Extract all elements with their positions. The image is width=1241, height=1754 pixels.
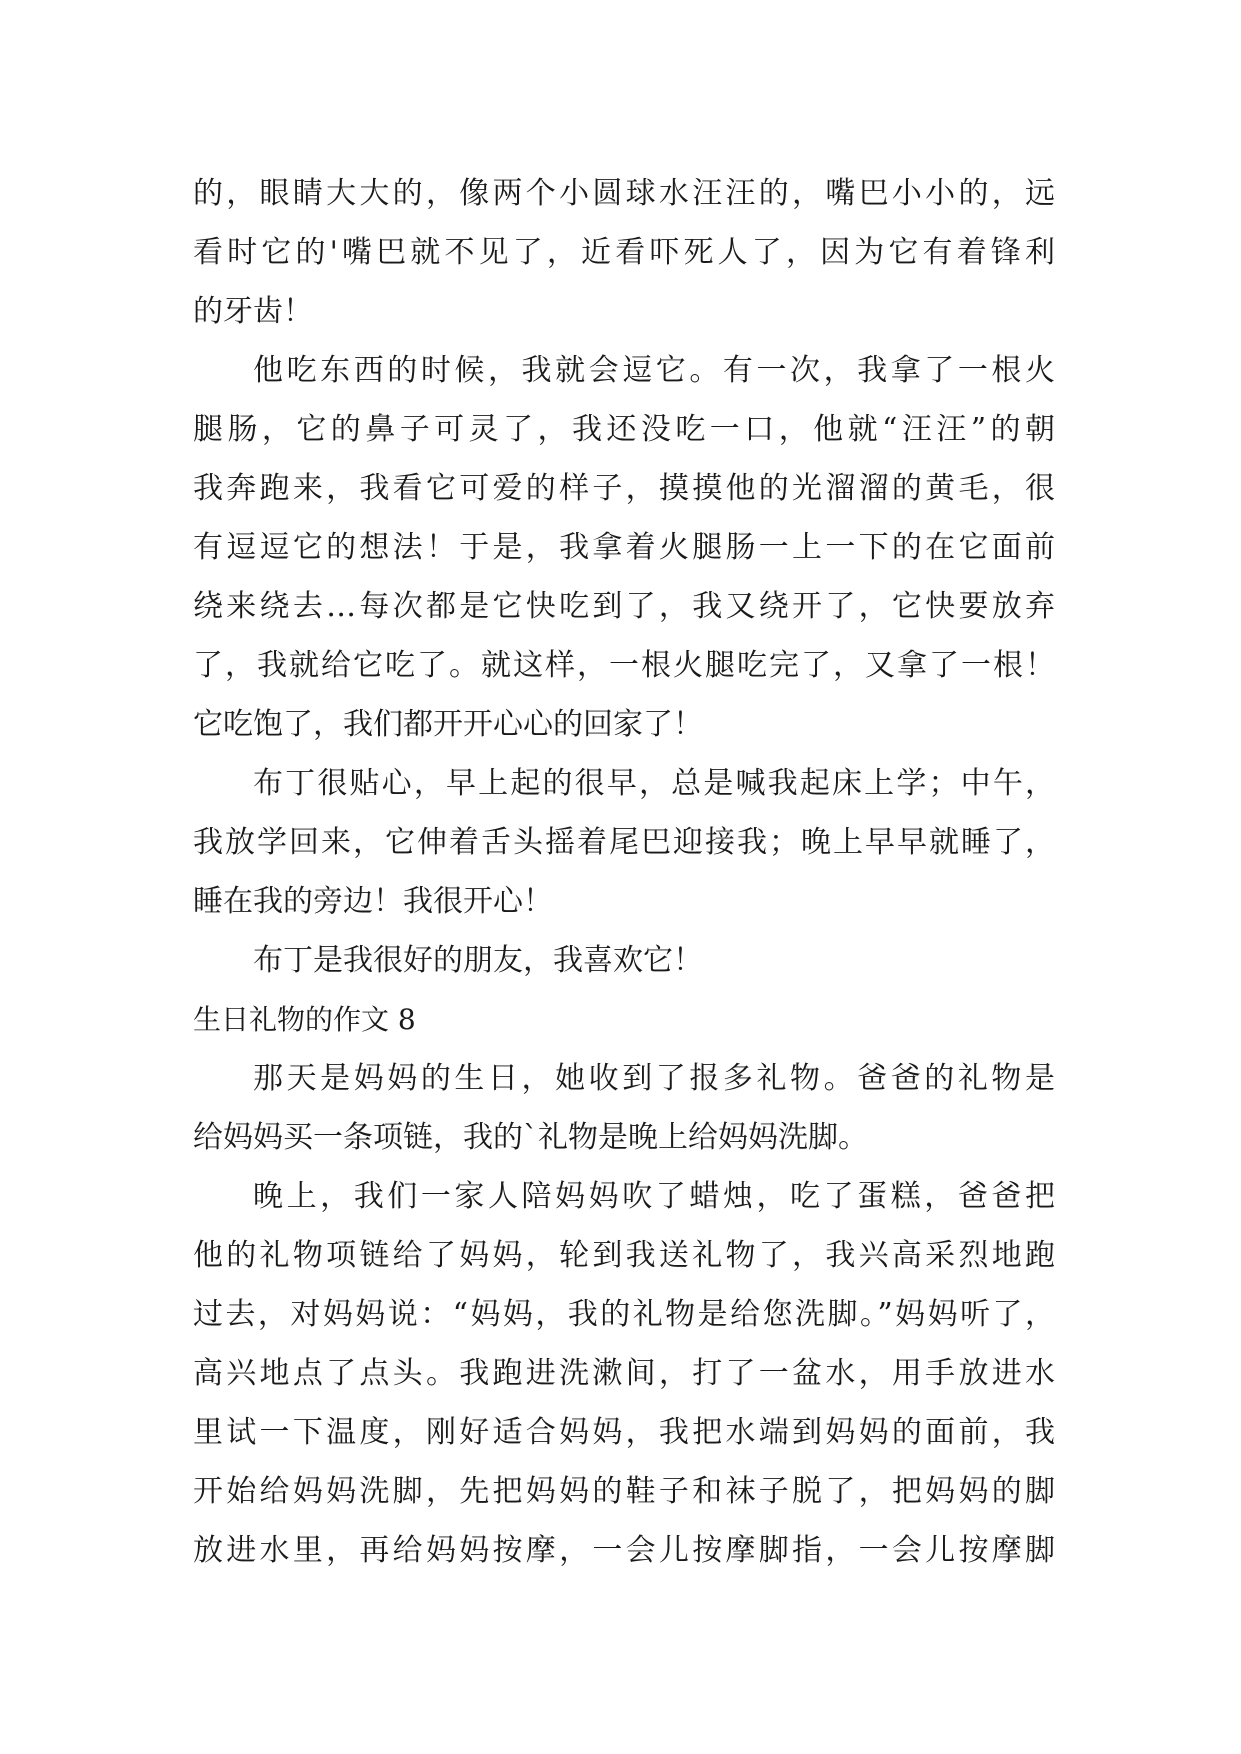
- text-line: 布丁是我很好的朋友，我喜欢它！: [253, 943, 703, 978]
- text-line: 了，我就给它吃了。就这样，一根火腿吃完了，又拿了一根！: [193, 648, 1055, 683]
- text-line: 的牙齿！: [193, 294, 313, 329]
- text-line: 它吃饱了，我们都开开心心的回家了！: [193, 707, 703, 742]
- text-line: 他吃东西的时候，我就会逗它。有一次，我拿了一根火: [253, 353, 1055, 388]
- text-line: 给妈妈买一条项链，我的`礼物是晚上给妈妈洗脚。: [193, 1120, 868, 1155]
- text-line: 睡在我的旁边！我很开心！: [193, 884, 553, 919]
- text-line: 腿肠，它的鼻子可灵了，我还没吃一口，他就“汪汪”的朝: [193, 412, 1055, 447]
- text-line: 布丁很贴心，早上起的很早，总是喊我起床上学；中午，: [253, 766, 1055, 801]
- text-line: 绕来绕去…每次都是它快吃到了，我又绕开了，它快要放弃: [193, 589, 1055, 624]
- section-heading: 生日礼物的作文 8: [193, 1003, 416, 1036]
- document-body: [193, 164, 1055, 1580]
- text-line: 放进水里，再给妈妈按摩，一会儿按摩脚指，一会儿按摩脚: [193, 1533, 1055, 1568]
- text-line: 我放学回来，它伸着舌头摇着尾巴迎接我；晚上早早就睡了，: [193, 825, 1055, 860]
- text-line: 晚上，我们一家人陪妈妈吹了蜡烛，吃了蛋糕，爸爸把: [253, 1179, 1055, 1214]
- text-line: 过去，对妈妈说：“妈妈，我的礼物是给您洗脚。”妈妈听了，: [193, 1297, 1055, 1332]
- text-line: 我奔跑来，我看它可爱的样子，摸摸他的光溜溜的黄毛，很: [193, 471, 1055, 506]
- text-line: 里试一下温度，刚好适合妈妈，我把水端到妈妈的面前，我: [193, 1415, 1055, 1450]
- text-line: 高兴地点了点头。我跑进洗漱间，打了一盆水，用手放进水: [193, 1356, 1055, 1391]
- text-line: 开始给妈妈洗脚，先把妈妈的鞋子和袜子脱了，把妈妈的脚: [193, 1474, 1055, 1509]
- text-line: 的，眼睛大大的，像两个小圆球水汪汪的，嘴巴小小的，远: [193, 176, 1055, 211]
- text-line: 那天是妈妈的生日，她收到了报多礼物。爸爸的礼物是: [253, 1061, 1055, 1096]
- text-line: 看时它的'嘴巴就不见了，近看吓死人了，因为它有着锋利: [193, 235, 1055, 270]
- text-line: 他的礼物项链给了妈妈，轮到我送礼物了，我兴高采烈地跑: [193, 1238, 1055, 1273]
- text-line: 有逗逗它的想法！于是，我拿着火腿肠一上一下的在它面前: [193, 530, 1055, 565]
